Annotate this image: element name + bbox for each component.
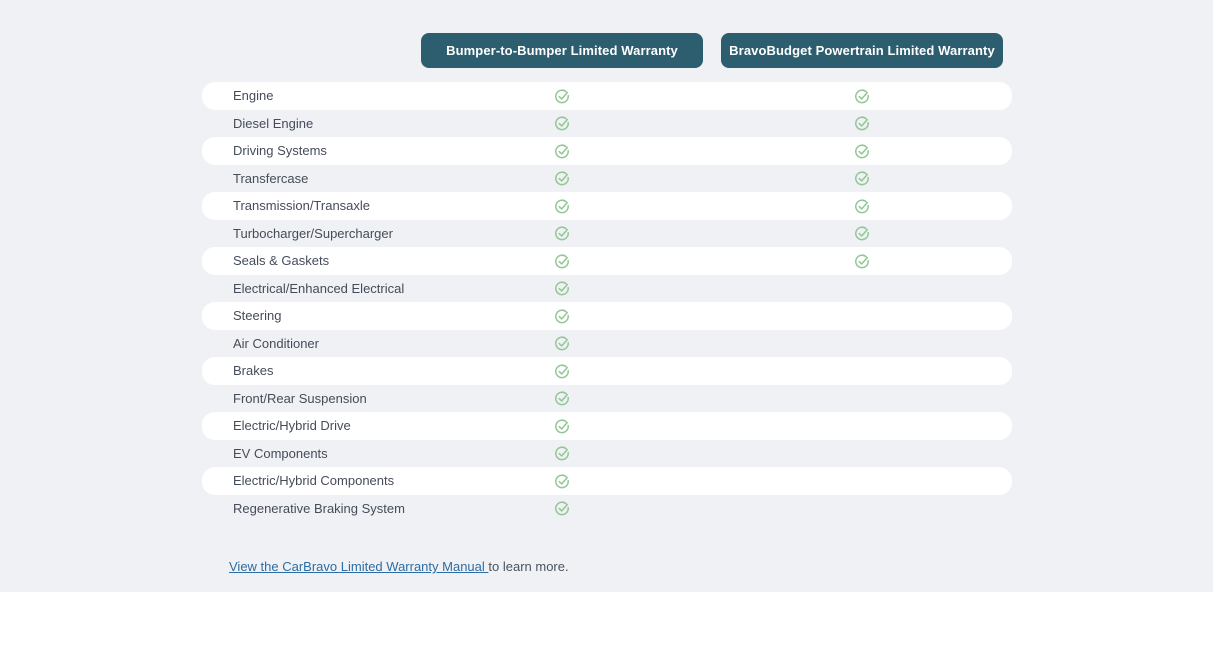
check-circle-icon bbox=[554, 88, 570, 104]
check-circle-icon bbox=[554, 198, 570, 214]
check-cell-bumper bbox=[412, 302, 712, 330]
check-circle-icon bbox=[554, 473, 570, 489]
table-row bbox=[202, 385, 1012, 413]
check-circle-icon bbox=[854, 143, 870, 159]
check-cell-powertrain bbox=[712, 275, 1012, 303]
check-cell-powertrain bbox=[712, 467, 1012, 495]
check-cell-bumper bbox=[412, 385, 712, 413]
check-circle-icon bbox=[854, 115, 870, 131]
table-row bbox=[202, 110, 1012, 138]
check-circle-icon bbox=[554, 335, 570, 351]
check-circle-icon bbox=[854, 225, 870, 241]
check-circle-icon bbox=[554, 253, 570, 269]
row-label: Turbocharger/Supercharger bbox=[233, 225, 393, 241]
check-circle-icon bbox=[854, 198, 870, 214]
row-label: Brakes bbox=[233, 363, 274, 379]
table-row bbox=[202, 495, 1012, 523]
check-cell-powertrain bbox=[712, 192, 1012, 220]
check-cell-powertrain bbox=[712, 330, 1012, 358]
table-row bbox=[202, 82, 1012, 110]
table-row bbox=[202, 165, 1012, 193]
warranty-table bbox=[202, 82, 1012, 522]
check-cell-bumper bbox=[412, 165, 712, 193]
check-cell-powertrain bbox=[712, 82, 1012, 110]
row-label: Air Conditioner bbox=[233, 335, 319, 351]
table-row bbox=[202, 247, 1012, 275]
page-bottom-area bbox=[0, 592, 1213, 648]
check-circle-icon bbox=[554, 363, 570, 379]
table-row bbox=[202, 412, 1012, 440]
check-cell-bumper bbox=[412, 192, 712, 220]
check-cell-bumper bbox=[412, 467, 712, 495]
row-label: Transmission/Transaxle bbox=[233, 198, 371, 214]
row-label: EV Components bbox=[233, 445, 328, 461]
column-header-bumper-to-bumper-button[interactable]: Bumper-to-Bumper Limited Warranty bbox=[421, 33, 703, 68]
row-label: Transfercase bbox=[233, 170, 309, 186]
table-row bbox=[202, 220, 1012, 248]
table-row bbox=[202, 440, 1012, 468]
row-label: Electric/Hybrid Components bbox=[233, 473, 395, 489]
check-cell-powertrain bbox=[712, 385, 1012, 413]
table-row bbox=[202, 137, 1012, 165]
footer-note bbox=[202, 559, 1012, 574]
warranty-comparison-section bbox=[202, 0, 1012, 574]
check-cell-powertrain bbox=[712, 220, 1012, 248]
check-circle-icon bbox=[554, 418, 570, 434]
row-label: Front/Rear Suspension bbox=[233, 390, 367, 406]
check-cell-powertrain bbox=[712, 165, 1012, 193]
check-cell-powertrain bbox=[712, 412, 1012, 440]
check-cell-powertrain bbox=[712, 137, 1012, 165]
row-label: Driving Systems bbox=[233, 143, 327, 159]
check-cell-powertrain bbox=[712, 357, 1012, 385]
table-row bbox=[202, 302, 1012, 330]
table-row bbox=[202, 330, 1012, 358]
check-cell-powertrain bbox=[712, 302, 1012, 330]
check-circle-icon bbox=[554, 143, 570, 159]
check-cell-bumper bbox=[412, 110, 712, 138]
table-row bbox=[202, 192, 1012, 220]
check-circle-icon bbox=[854, 253, 870, 269]
check-cell-bumper bbox=[412, 82, 712, 110]
check-cell-powertrain bbox=[712, 440, 1012, 468]
row-label: Engine bbox=[233, 88, 274, 104]
row-label: Electric/Hybrid Drive bbox=[233, 418, 351, 434]
check-cell-bumper bbox=[412, 220, 712, 248]
check-cell-bumper bbox=[412, 440, 712, 468]
warranty-manual-link[interactable]: View the CarBravo Limited Warranty Manual bbox=[229, 559, 489, 574]
check-circle-icon bbox=[854, 170, 870, 186]
check-cell-powertrain bbox=[712, 495, 1012, 523]
check-cell-bumper bbox=[412, 330, 712, 358]
check-circle-icon bbox=[554, 390, 570, 406]
table-header bbox=[202, 0, 1012, 68]
row-label: Seals & Gaskets bbox=[233, 253, 330, 269]
check-cell-bumper bbox=[412, 275, 712, 303]
row-label: Steering bbox=[233, 308, 282, 324]
table-row bbox=[202, 357, 1012, 385]
column-header-powertrain-button[interactable]: BravoBudget Powertrain Limited Warranty bbox=[721, 33, 1003, 68]
table-row bbox=[202, 275, 1012, 303]
check-circle-icon bbox=[554, 500, 570, 516]
check-circle-icon bbox=[554, 225, 570, 241]
check-circle-icon bbox=[554, 280, 570, 296]
row-label: Electrical/Enhanced Electrical bbox=[233, 280, 405, 296]
check-circle-icon bbox=[854, 88, 870, 104]
check-circle-icon bbox=[554, 445, 570, 461]
check-cell-powertrain bbox=[712, 247, 1012, 275]
check-circle-icon bbox=[554, 170, 570, 186]
row-label: Diesel Engine bbox=[233, 115, 314, 131]
header-cell-bumper bbox=[412, 33, 712, 68]
check-cell-bumper bbox=[412, 412, 712, 440]
check-cell-bumper bbox=[412, 137, 712, 165]
check-circle-icon bbox=[554, 115, 570, 131]
table-row bbox=[202, 467, 1012, 495]
check-circle-icon bbox=[554, 308, 570, 324]
check-cell-bumper bbox=[412, 357, 712, 385]
row-label: Regenerative Braking System bbox=[233, 500, 405, 516]
check-cell-bumper bbox=[412, 495, 712, 523]
header-cell-powertrain bbox=[712, 33, 1012, 68]
check-cell-powertrain bbox=[712, 110, 1012, 138]
footer-suffix-text: to learn more. bbox=[488, 559, 569, 574]
check-cell-bumper bbox=[412, 247, 712, 275]
